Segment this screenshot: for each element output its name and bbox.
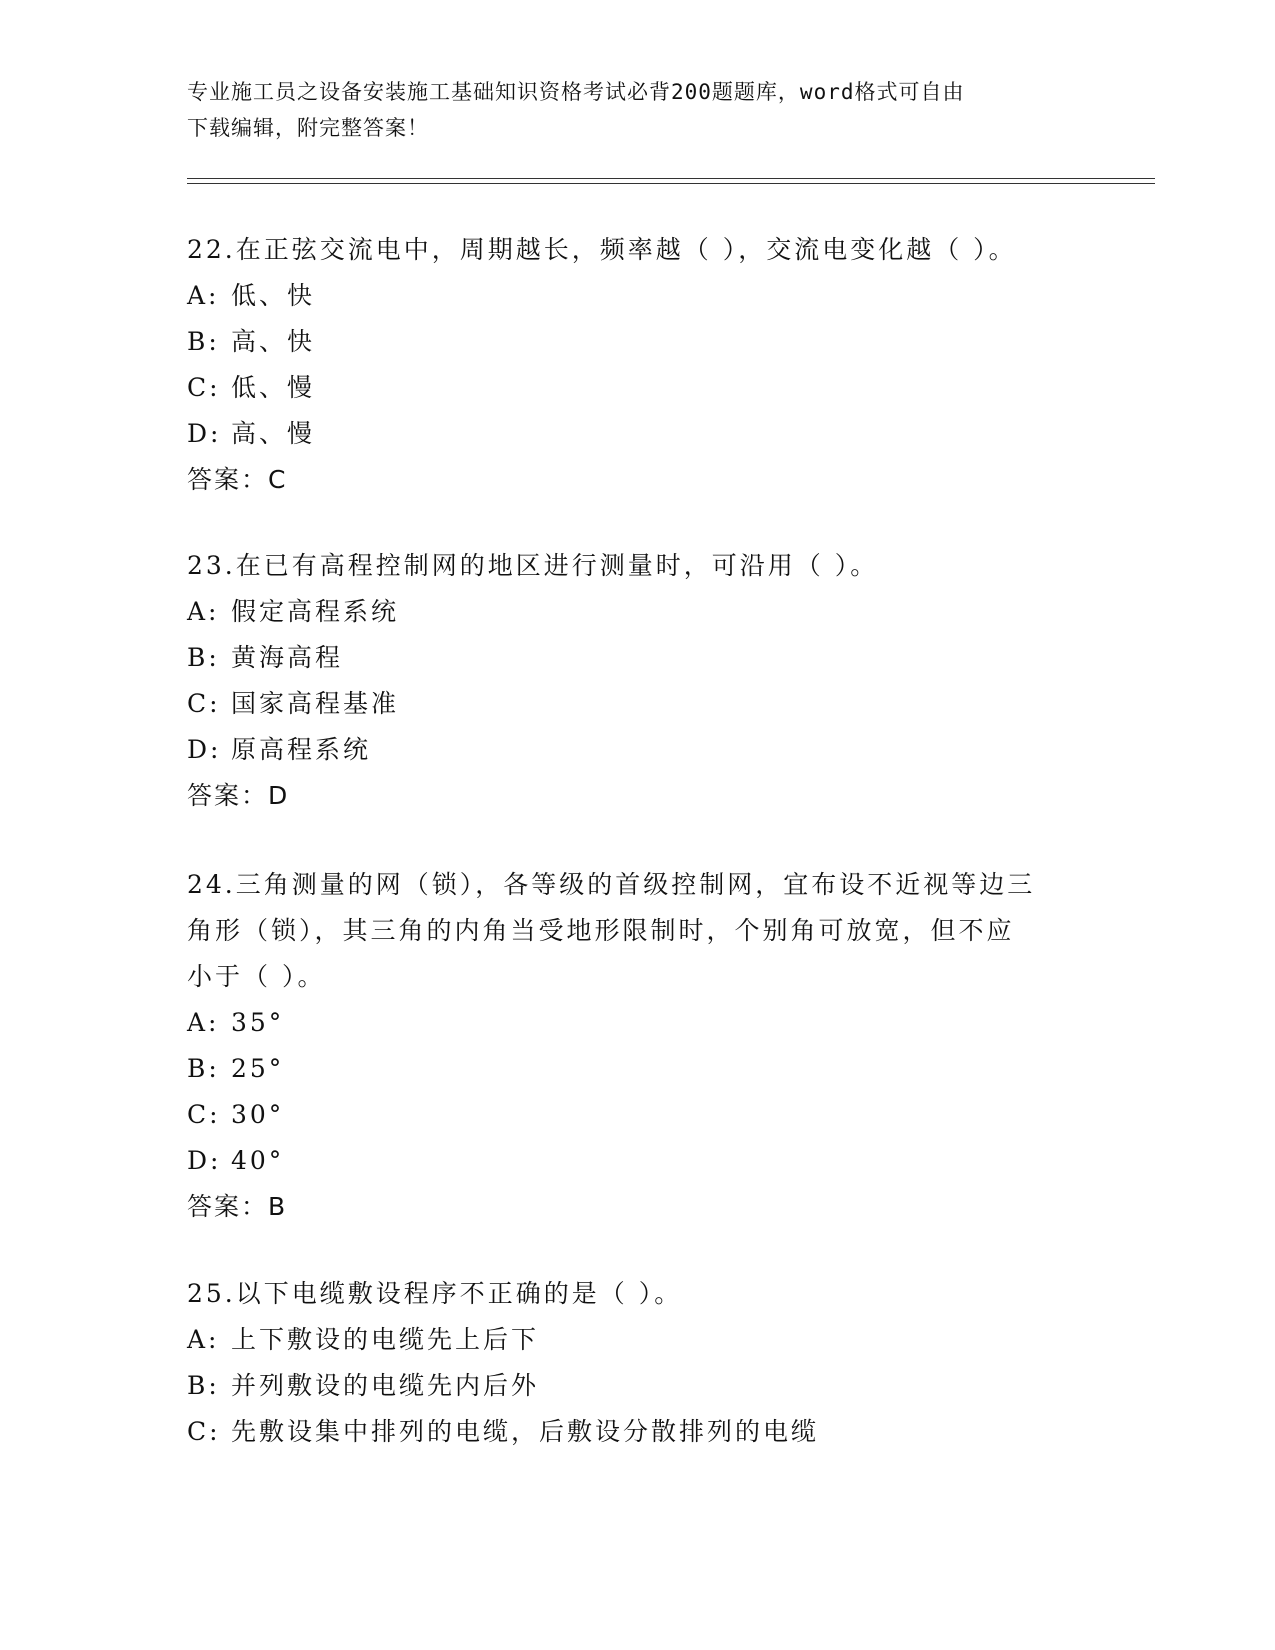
- option-text: 并列敷设的电缆先内后外: [231, 1371, 540, 1400]
- option-label: C:: [187, 689, 221, 718]
- header-divider-top: [187, 178, 1155, 179]
- option-label: D:: [187, 735, 222, 764]
- option-c: [187, 681, 1087, 727]
- option-text: 先敷设集中排列的电缆，后敷设分散排列的电缆: [231, 1417, 820, 1446]
- option-b: [187, 1046, 1087, 1092]
- option-text: 上下敷设的电缆先上后下: [231, 1325, 540, 1354]
- option-label: D:: [187, 1146, 222, 1175]
- question-stem-line-3: 小于（ ）。: [187, 962, 326, 991]
- option-label: C:: [187, 1417, 221, 1446]
- header-divider-bottom: [187, 183, 1155, 184]
- question-stem: 22.在正弦交流电中，周期越长，频率越（ ），交流电变化越（ ）。: [187, 235, 1017, 264]
- option-text: 黄海高程: [231, 643, 344, 672]
- question-24: [187, 862, 1087, 1230]
- option-text: 35°: [231, 1008, 285, 1037]
- option-label: D:: [187, 419, 222, 448]
- option-text: 25°: [231, 1054, 285, 1083]
- question-stem: 25.以下电缆敷设程序不正确的是（ ）。: [187, 1279, 683, 1308]
- option-label: B:: [187, 327, 220, 356]
- option-text: 国家高程基准: [231, 689, 400, 718]
- option-c: [187, 365, 1087, 411]
- option-label: B:: [187, 643, 220, 672]
- option-label: B:: [187, 1054, 220, 1083]
- header-line-1: 专业施工员之设备安装施工基础知识资格考试必背200题题库，word格式可自由: [187, 80, 965, 104]
- option-b: [187, 319, 1087, 365]
- question-stem-line-1: 24.三角测量的网（锁），各等级的首级控制网，宜布设不近视等边三: [187, 870, 1036, 899]
- option-b: [187, 1363, 1087, 1409]
- option-a: [187, 589, 1087, 635]
- option-a: [187, 1000, 1087, 1046]
- option-text: 假定高程系统: [231, 597, 400, 626]
- option-label: A:: [187, 1008, 220, 1037]
- answer: 答案：D: [187, 781, 290, 810]
- option-text: 30°: [231, 1100, 285, 1129]
- option-label: A:: [187, 1325, 220, 1354]
- option-a: [187, 273, 1087, 319]
- header-line-2: 下载编辑，附完整答案！: [187, 116, 429, 140]
- option-label: A:: [187, 281, 220, 310]
- option-text: 低、快: [231, 281, 316, 310]
- option-c: [187, 1092, 1087, 1138]
- option-d: [187, 1138, 1087, 1184]
- option-label: A:: [187, 597, 220, 626]
- question-stem-line-2: 角形（锁），其三角的内角当受地形限制时，个别角可放宽，但不应: [187, 916, 1015, 945]
- option-b: [187, 635, 1087, 681]
- option-d: [187, 411, 1087, 457]
- question-22: [187, 227, 1087, 503]
- question-25: [187, 1271, 1087, 1455]
- option-text: 高、慢: [231, 419, 316, 448]
- option-label: C:: [187, 373, 221, 402]
- option-d: [187, 727, 1087, 773]
- question-23: [187, 543, 1087, 819]
- option-text: 低、慢: [231, 373, 316, 402]
- option-text: 高、快: [231, 327, 316, 356]
- question-stem: 23.在已有高程控制网的地区进行测量时，可沿用（ ）。: [187, 551, 879, 580]
- option-c: [187, 1409, 1087, 1455]
- option-text: 40°: [231, 1146, 285, 1175]
- option-label: C:: [187, 1100, 221, 1129]
- option-a: [187, 1317, 1087, 1363]
- answer: 答案：B: [187, 1192, 288, 1221]
- document-header: [187, 74, 1077, 146]
- option-text: 原高程系统: [231, 735, 372, 764]
- option-label: B:: [187, 1371, 220, 1400]
- answer: 答案：C: [187, 465, 288, 494]
